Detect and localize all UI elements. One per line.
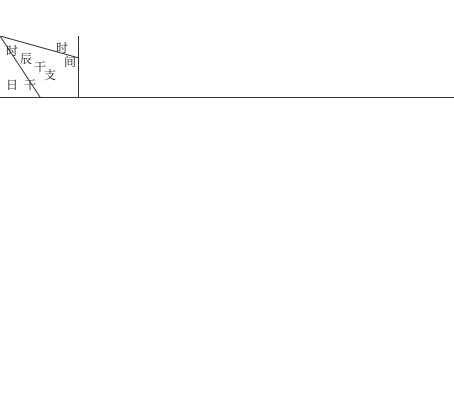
corner-label-jian: 间 <box>64 55 77 69</box>
watermark <box>438 398 446 400</box>
corner-label-gan: 干 <box>34 60 47 74</box>
corner-label-zhi: 支 <box>44 68 57 82</box>
header-row <box>0 36 454 98</box>
corner-label-shi: 时 <box>6 44 19 58</box>
corner-header <box>0 36 79 97</box>
ganzhi-table <box>0 36 454 408</box>
corner-label-chen: 辰 <box>20 52 33 66</box>
corner-label-ri: 日 <box>6 78 19 92</box>
corner-label-shi2: 时 <box>56 41 69 55</box>
corner-label-gan2: 干 <box>24 78 37 92</box>
